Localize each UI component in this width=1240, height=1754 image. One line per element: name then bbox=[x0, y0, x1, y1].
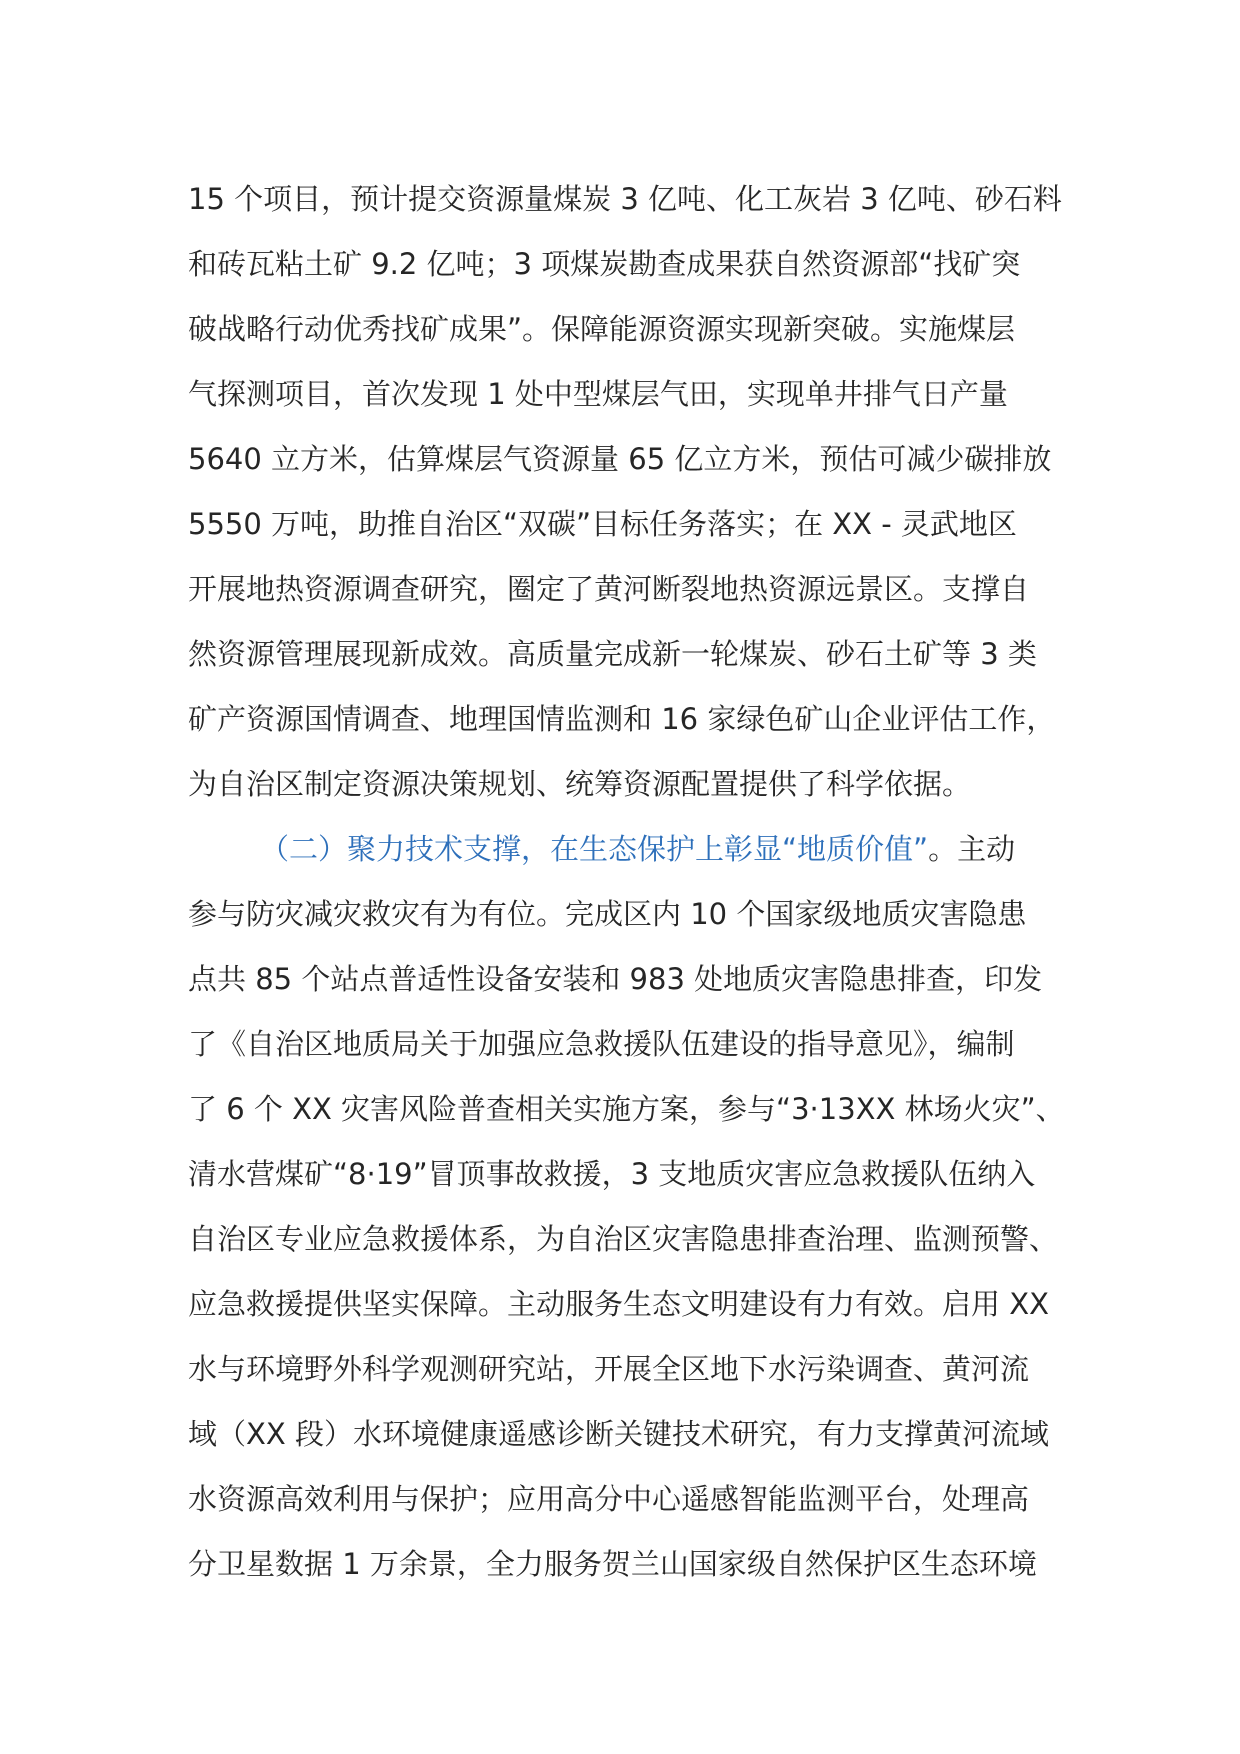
text-line: 了《自治区地质局关于加强应急救援队伍建设的指导意见》，编制 bbox=[188, 1027, 1015, 1061]
text-line: 清水营煤矿“8·19”冒顶事故救援，3 支地质灾害应急救援队伍纳入 bbox=[188, 1157, 1036, 1191]
text-line: 气探测项目，首次发现 1 处中型煤层气田，实现单井排气日产量 bbox=[188, 377, 1008, 411]
text-line: 点共 85 个站点普适性设备安装和 983 处地质灾害隐患排查，印发 bbox=[188, 962, 1043, 996]
document-body bbox=[188, 167, 1078, 1597]
section-heading: （二）聚力技术支撑，在生态保护上彰显“地质价值” bbox=[260, 832, 929, 866]
section-heading-line bbox=[188, 817, 1078, 882]
text-line: 15 个项目，预计提交资源量煤炭 3 亿吨、化工灰岩 3 亿吨、砂石料 bbox=[188, 182, 1062, 216]
text-line: 自治区专业应急救援体系，为自治区灾害隐患排查治理、监测预警、 bbox=[188, 1222, 1059, 1256]
paragraph-ecology bbox=[188, 817, 1078, 1597]
text-line: 分卫星数据 1 万余景，全力服务贺兰山国家级自然保护区生态环境 bbox=[188, 1547, 1037, 1581]
text-line: 参与防灾减灾救灾有为有位。完成区内 10 个国家级地质灾害隐患 bbox=[188, 897, 1027, 931]
text-line: 水资源高效利用与保护；应用高分中心遥感智能监测平台，处理高 bbox=[188, 1482, 1030, 1516]
text-line: 矿产资源国情调查、地理国情监测和 16 家绿色矿山企业评估工作， bbox=[188, 702, 1056, 736]
text-line: 开展地热资源调查研究，圈定了黄河断裂地热资源远景区。支撑自 bbox=[188, 572, 1030, 606]
text-line: 水与环境野外科学观测研究站，开展全区地下水污染调查、黄河流 bbox=[188, 1352, 1030, 1386]
text-line: 了 6 个 XX 灾害风险普查相关实施方案，参与“3·13XX 林场火灾”、 bbox=[188, 1092, 1065, 1126]
text-line: 和砖瓦粘土矿 9.2 亿吨；3 项煤炭勘查成果获自然资源部“找矿突 bbox=[188, 247, 1021, 281]
text-line: 然资源管理展现新成效。高质量完成新一轮煤炭、砂石土矿等 3 类 bbox=[188, 637, 1037, 671]
text-line: 应急救援提供坚实保障。主动服务生态文明建设有力有效。启用 XX bbox=[188, 1287, 1049, 1321]
heading-tail-text: 。主动 bbox=[928, 832, 1016, 866]
text-line: 5640 立方米，估算煤层气资源量 65 亿立方米，预估可减少碳排放 bbox=[188, 442, 1052, 476]
text-line: 为自治区制定资源决策规划、统筹资源配置提供了科学依据。 bbox=[188, 767, 972, 801]
text-line: 破战略行动优秀找矿成果”。保障能源资源实现新突破。实施煤层 bbox=[188, 312, 1016, 346]
paragraph-resources bbox=[188, 167, 1078, 817]
text-line: 5550 万吨，助推自治区“双碳”目标任务落实；在 XX - 灵武地区 bbox=[188, 507, 1017, 541]
text-line: 域（XX 段）水环境健康遥感诊断关键技术研究，有力支撑黄河流域 bbox=[188, 1417, 1049, 1451]
